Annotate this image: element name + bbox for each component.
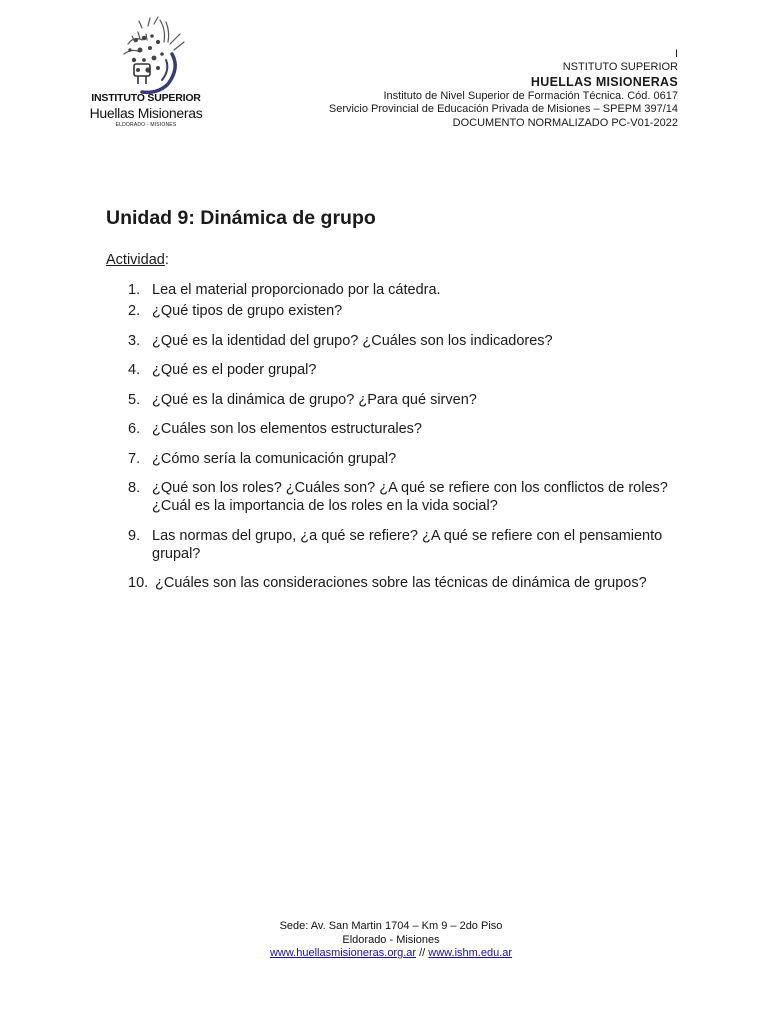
list-item-number: 8. <box>128 480 141 496</box>
activity-label-colon: : <box>164 252 169 268</box>
list-item <box>128 391 688 409</box>
list-item-number: 9. <box>128 527 141 544</box>
list-item <box>128 281 688 299</box>
list-item-number: 7. <box>128 450 141 467</box>
list-item-text: ¿Cómo sería la comunicación grupal? <box>152 450 397 467</box>
list-item-number: 10. <box>128 575 149 591</box>
header-line-level: Instituto de Nivel Superior de Formación Técnica. Cód. 0617 <box>383 89 678 102</box>
list-item <box>128 574 688 592</box>
list-item-number: 2. <box>128 303 141 319</box>
header-line-service: Servicio Provincial de Educación Privada de Misiones – SPEPM 397/14 <box>328 103 678 116</box>
list-item-text: ¿Qué es la identidad del grupo? ¿Cuáles son los indicadores? <box>152 332 553 349</box>
list-item-text: ¿Cuáles son los elementos estructurales? <box>152 421 422 437</box>
footer-links <box>0 947 768 961</box>
page-title: Unidad 9: Dinámica de grupo <box>106 207 376 229</box>
list-item <box>128 332 688 350</box>
header-marker: I <box>674 48 678 60</box>
header-line-name: HUELLAS MISIONERAS <box>530 74 678 89</box>
list-item-number: 3. <box>128 332 141 349</box>
list-item-number: 6. <box>128 421 141 437</box>
list-item <box>128 527 688 563</box>
footer-link-huellas[interactable]: www.huellasmisioneras.org.ar <box>269 947 417 959</box>
footer-link-separator: // <box>416 947 429 959</box>
header-line-institute: NSTITUTO SUPERIOR <box>562 61 678 74</box>
footer-address: Sede: Av. San Martin 1704 – Km 9 – 2do Piso <box>279 920 503 932</box>
list-item-text: Las normas del grupo, ¿a qué se refiere? ¿A qué se refiere con el pensamiento grupal? <box>152 527 663 562</box>
list-item <box>128 450 688 468</box>
list-item-text: ¿Qué es el poder grupal? <box>152 362 317 378</box>
list-item-text: Lea el material proporcionado por la cátedra. <box>152 282 441 298</box>
logo-place: ELDORADO - MISIONES <box>115 122 177 128</box>
page-footer <box>0 920 768 961</box>
footer-link-ishm[interactable]: www.ishm.edu.ar <box>428 947 513 959</box>
list-item-text: ¿Qué tipos de grupo existen? <box>152 303 343 319</box>
list-item-text: ¿Qué son los roles? ¿Cuáles son? ¿A qué se refiere con los conflictos de roles? ¿Cuál es la importancia de los roles en la vida social? <box>152 480 668 514</box>
logo-name: Huellas Misioneras <box>89 105 203 121</box>
list-item-text: ¿Qué es la dinámica de grupo? ¿Para qué sirven? <box>152 391 477 408</box>
list-item-number: 5. <box>128 391 141 408</box>
activity-label <box>106 252 169 268</box>
list-item-text: ¿Cuáles son las consideraciones sobre las técnicas de dinámica de grupos? <box>155 575 647 591</box>
list-item-number: 1. <box>128 282 141 298</box>
institute-logo <box>84 14 212 144</box>
list-item <box>128 420 688 438</box>
logo-title: INSTITUTO SUPERIOR <box>91 92 201 104</box>
footer-city: Eldorado - Misiones <box>342 933 440 946</box>
header-line-document: DOCUMENTO NORMALIZADO PC-V01-2022 <box>452 116 678 129</box>
list-item <box>128 479 688 515</box>
list-item <box>128 361 688 379</box>
list-item <box>128 302 688 320</box>
hand-print-icon <box>108 14 194 100</box>
list-item-number: 4. <box>128 362 141 378</box>
document-header <box>329 48 678 130</box>
activity-label-text: Actividad <box>106 252 165 268</box>
question-list <box>128 281 688 604</box>
